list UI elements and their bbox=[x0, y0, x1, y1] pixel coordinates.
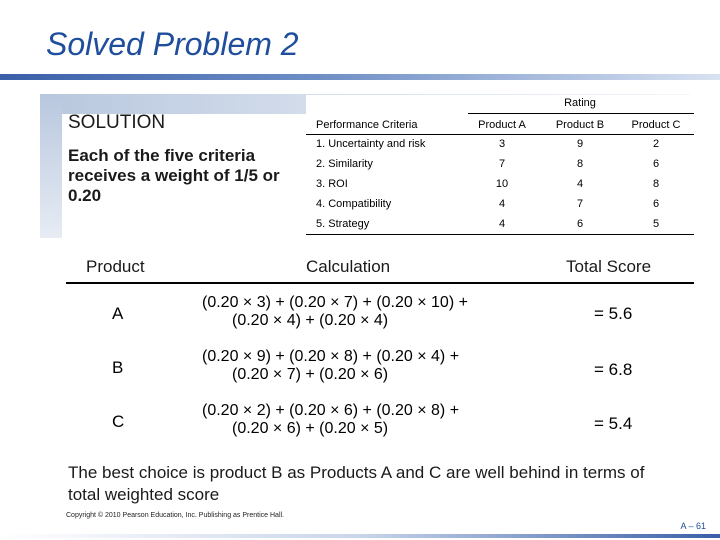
product-b-column-header: Product B bbox=[555, 119, 605, 131]
calc-total-score: = 5.4 bbox=[594, 414, 633, 433]
criteria-column-header: Performance Criteria bbox=[316, 119, 418, 131]
calc-row bbox=[0, 292, 720, 348]
table-row bbox=[306, 154, 694, 174]
table-row bbox=[306, 194, 694, 214]
rating-cell: 5 bbox=[652, 218, 660, 230]
rating-cell: 6 bbox=[576, 218, 584, 230]
rating-cell: 6 bbox=[652, 158, 660, 170]
footer-rule bbox=[0, 534, 720, 538]
conclusion-text: The best choice is product B as Products A and C are well behind in terms of total weighted score bbox=[68, 463, 645, 504]
rating-cell: 9 bbox=[576, 138, 584, 150]
table-row bbox=[306, 134, 694, 154]
rating-cell: 6 bbox=[652, 198, 660, 210]
rating-cell: 3 bbox=[498, 138, 506, 150]
rating-cell: 8 bbox=[576, 158, 584, 170]
calc-total-score: = 6.8 bbox=[594, 360, 633, 379]
table-bottom-rule bbox=[306, 234, 694, 235]
rating-cell: 4 bbox=[576, 178, 584, 190]
criterion-label: 3. ROI bbox=[316, 178, 348, 190]
calc-formula-line2: (0.20 × 4) + (0.20 × 4) bbox=[232, 312, 389, 329]
calc-product-label: C bbox=[112, 412, 125, 431]
calc-total-header: Total Score bbox=[566, 257, 652, 276]
decorative-side-strip bbox=[40, 94, 62, 238]
rating-cell: 4 bbox=[498, 218, 506, 230]
calc-product-label: A bbox=[112, 304, 124, 323]
copyright-notice: Copyright © 2010 Pearson Education, Inc. Publishing as Prentice Hall. bbox=[66, 512, 285, 519]
rating-cell: 2 bbox=[652, 138, 660, 150]
rating-cell: 7 bbox=[576, 198, 584, 210]
criterion-label: 5. Strategy bbox=[316, 218, 370, 230]
table-row bbox=[306, 214, 694, 234]
calc-row bbox=[0, 348, 720, 404]
criterion-label: 1. Uncertainty and risk bbox=[316, 138, 426, 150]
calc-header-rule bbox=[66, 282, 694, 284]
calc-formula-line2: (0.20 × 7) + (0.20 × 6) bbox=[232, 366, 389, 383]
slide-title: Solved Problem 2 bbox=[46, 26, 299, 62]
calc-product-header: Product bbox=[86, 257, 145, 276]
rating-header: Rating bbox=[564, 97, 596, 109]
calc-formula-line1: (0.20 × 3) + (0.20 × 7) + (0.20 × 10) + bbox=[202, 294, 468, 311]
solution-label: SOLUTION bbox=[68, 112, 166, 133]
table-row bbox=[306, 174, 694, 194]
calc-row bbox=[0, 402, 720, 458]
calc-formula-line1: (0.20 × 9) + (0.20 × 8) + (0.20 × 4) + bbox=[202, 348, 460, 365]
rating-header-rule bbox=[468, 113, 694, 114]
calc-formula bbox=[202, 402, 542, 438]
calc-calculation-header: Calculation bbox=[306, 257, 391, 276]
product-c-column-header: Product C bbox=[631, 119, 681, 131]
rating-cell: 4 bbox=[498, 198, 506, 210]
rating-cell: 10 bbox=[495, 178, 509, 190]
title-underline bbox=[0, 74, 720, 80]
calc-formula bbox=[202, 294, 542, 330]
calc-total-score: = 5.6 bbox=[594, 304, 633, 323]
calc-product-label: B bbox=[112, 358, 124, 377]
criterion-label: 2. Similarity bbox=[316, 158, 373, 170]
calc-formula bbox=[202, 348, 542, 384]
calc-formula-line1: (0.20 × 2) + (0.20 × 6) + (0.20 × 8) + bbox=[202, 402, 460, 419]
rating-cell: 8 bbox=[652, 178, 660, 190]
weight-explanation: Each of the five criteria receives a weight of 1/5 or 0.20 bbox=[68, 146, 280, 205]
page-number: A – 61 bbox=[680, 521, 706, 531]
rating-table bbox=[306, 95, 694, 235]
rating-cell: 7 bbox=[498, 158, 506, 170]
criterion-label: 4. Compatibility bbox=[316, 198, 392, 210]
product-a-column-header: Product A bbox=[478, 119, 526, 131]
calc-formula-line2: (0.20 × 6) + (0.20 × 5) bbox=[232, 420, 389, 437]
